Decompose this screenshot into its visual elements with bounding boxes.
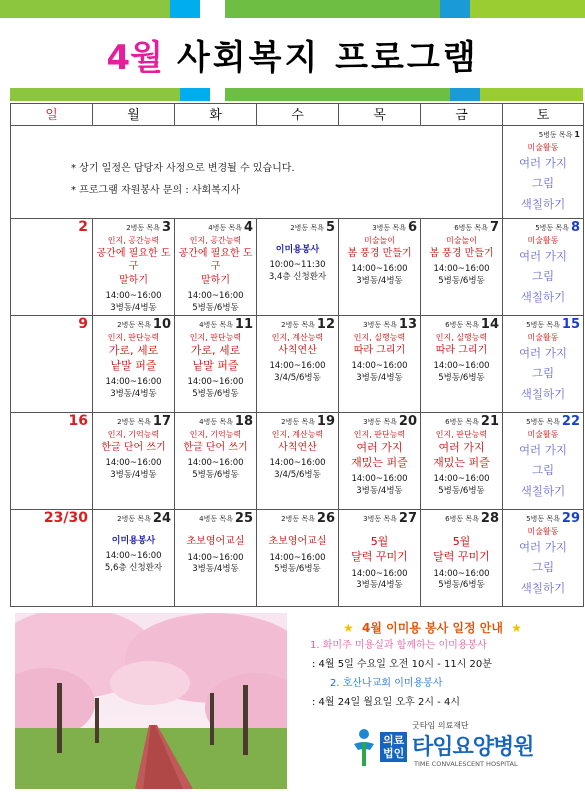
- program-title: 초보영어교실: [186, 536, 245, 547]
- sat-cell: [503, 126, 584, 219]
- day-cell-mon: [93, 219, 175, 316]
- day-header: 5병동 목욕 15: [526, 317, 580, 332]
- sat-program: 미술활동 여러 가지 그림 색칠하기: [518, 143, 568, 211]
- day-number: 23/30: [43, 510, 88, 526]
- day-cell-fri: [421, 413, 503, 510]
- program-title: 낱말 퍼즐: [110, 358, 157, 372]
- program-title: 봄 풍경 만들기: [429, 247, 494, 259]
- program-category: 인지, 판단능력: [107, 333, 160, 342]
- program-target: 5병동/6병동: [192, 302, 239, 313]
- sat-program: 미술활동 여러 가지 그림 색칠하기: [518, 430, 568, 498]
- program-info: [421, 333, 502, 384]
- program-target: 3병동/4병동: [110, 388, 157, 399]
- program-time: 14:00~16:00: [351, 474, 408, 485]
- calendar-table: [10, 103, 584, 607]
- program-title: 가로, 세로: [108, 343, 159, 357]
- title-month: 4월: [106, 38, 163, 78]
- day-header: 2병동 목욕 5: [290, 220, 335, 235]
- program-time: 14:00~16:00: [187, 377, 244, 388]
- volunteer-item2: 2. 호산나교회 이미용봉사: [330, 678, 443, 689]
- day-number: 28: [480, 511, 499, 526]
- notice-line: * 상기 일정은 담당자 사정으로 변경될 수 있습니다.: [71, 163, 295, 174]
- program-target: 3/4/5/6병동: [274, 372, 321, 383]
- day-number: 12: [316, 317, 335, 332]
- day-header: 4병동 목욕 25: [199, 511, 253, 526]
- program-time: 14:00~16:00: [351, 361, 408, 372]
- day-header: 3병동 목욕 27: [363, 511, 417, 526]
- page-title: [0, 27, 585, 82]
- star-icon: ★: [343, 621, 354, 635]
- program-title: 따라 그리기: [435, 344, 488, 356]
- program-info: [339, 333, 420, 384]
- logo-name: 타임요양병원: [412, 735, 534, 760]
- day-number: 17: [152, 414, 171, 429]
- program-title: 달력 꾸미기: [351, 549, 408, 563]
- day-number: 16: [68, 413, 88, 429]
- program-title: 여러 가지: [438, 440, 485, 454]
- program-info: [257, 430, 338, 481]
- program-info: [93, 236, 174, 314]
- program-title: 초보영어교실: [268, 536, 327, 547]
- week-row: [11, 219, 584, 316]
- sun-cell: [11, 219, 93, 316]
- week-row: [11, 316, 584, 413]
- day-number: 9: [78, 316, 88, 332]
- day-header: 2병동 목욕 10: [117, 317, 171, 332]
- program-category: 미술놀이: [364, 236, 395, 245]
- day-cell-fri: [421, 510, 503, 607]
- day-number: 22: [561, 414, 580, 429]
- hospital-logo: [350, 720, 580, 788]
- program-category: 인지, 계산능력: [271, 430, 324, 439]
- program-target: 5병동/6병동: [192, 469, 239, 480]
- program-title: 한글 단어 쓰기: [183, 441, 248, 453]
- program-target: 5,6층 신청환자: [104, 562, 163, 573]
- program-time: 14:00~16:00: [269, 458, 326, 469]
- volunteer-info: [290, 613, 575, 712]
- day-cell-fri: [421, 219, 503, 316]
- mid-stripe: [10, 88, 583, 101]
- program-info: [93, 430, 174, 481]
- program-title: 말하기: [201, 274, 230, 286]
- day-header: 3병동 목욕 13: [363, 317, 417, 332]
- program-title: 낱말 퍼즐: [192, 358, 239, 372]
- program-category: 인지, 기억능력: [107, 430, 160, 439]
- program-target: 3,4층 신청환자: [268, 271, 327, 282]
- program-time: 14:00~16:00: [187, 458, 244, 469]
- volunteer-label: 이미용봉사: [275, 245, 320, 255]
- program-target: 3병동/4병동: [356, 275, 403, 286]
- program-title: 공간에 필요한 도구: [96, 247, 171, 273]
- day-cell-fri: [421, 316, 503, 413]
- program-info: [175, 430, 256, 481]
- program-time: 14:00~16:00: [433, 264, 490, 275]
- program-target: 3병동/4병동: [356, 372, 403, 383]
- day-cell-wed: [257, 316, 339, 413]
- title-main: 사회복지 프로그램: [176, 38, 479, 78]
- day-cell-wed: [257, 413, 339, 510]
- program-category: 미술놀이: [446, 236, 477, 245]
- day-number: 13: [398, 317, 417, 332]
- volunteer-item1: 1. 화미주 미용실과 함께하는 이미용봉사: [310, 640, 487, 651]
- sun-cell: [11, 413, 93, 510]
- day-number: 4: [243, 220, 253, 235]
- week-row: [11, 510, 584, 607]
- program-target: 3병동/4병동: [356, 580, 403, 591]
- program-target: 3병동/4병동: [110, 469, 157, 480]
- sun-cell: [11, 510, 93, 607]
- day-header: 4병동 목욕 11: [199, 317, 253, 332]
- program-category: 인지, 판단능력: [435, 430, 488, 439]
- day-number: 14: [480, 317, 499, 332]
- program-time: 14:00~16:00: [105, 458, 162, 469]
- notice-line: * 프로그램 자원봉사 문의 : 사회복지사: [71, 185, 241, 196]
- day-number: 27: [398, 511, 417, 526]
- program-title: 사칙연산: [278, 441, 317, 453]
- program-target: 3/4/5/6병동: [274, 469, 321, 480]
- volunteer-label: 이미용봉사: [111, 536, 156, 546]
- day-number: 25: [234, 511, 253, 526]
- program-target: 5병동/6병동: [438, 275, 485, 286]
- day-number: 3: [161, 220, 171, 235]
- program-info: [93, 535, 174, 574]
- program-category: 인지, 공간능력: [107, 236, 160, 245]
- program-target: 5병동/6병동: [438, 580, 485, 591]
- day-cell-mon: [93, 413, 175, 510]
- day-header: 6병동 목욕 7: [454, 220, 499, 235]
- sat-cell: [503, 316, 584, 413]
- star-icon: ★: [511, 621, 522, 635]
- program-time: 14:00~16:00: [187, 291, 244, 302]
- program-info: [339, 535, 420, 592]
- logo-cross-icon: [350, 728, 378, 768]
- program-title: 말하기: [119, 274, 148, 286]
- week-row: [11, 413, 584, 510]
- day-number: 26: [316, 511, 335, 526]
- program-info: [257, 244, 338, 283]
- day-number: 6: [407, 220, 417, 235]
- day-number: 8: [570, 220, 580, 235]
- day-number: 24: [152, 511, 171, 526]
- day-header: 4병동 목욕 18: [199, 414, 253, 429]
- logo-english: TIME CONVALESCENT HOSPITAL: [414, 760, 518, 768]
- sat-cell: [503, 219, 584, 316]
- day-header: 3병동 목욕 6: [372, 220, 417, 235]
- day-header: 2병동 목욕 24: [117, 511, 171, 526]
- day-number: 29: [561, 511, 580, 526]
- weekday-sat: 토: [503, 104, 584, 126]
- program-target: 5병동/6병동: [192, 388, 239, 399]
- program-title: 사칙연산: [278, 344, 317, 356]
- program-category: 인지, 실행능력: [435, 333, 488, 342]
- program-info: [421, 535, 502, 592]
- program-category: 인지, 판단능력: [353, 430, 406, 439]
- program-time: 14:00~16:00: [187, 552, 244, 563]
- day-number: 20: [398, 414, 417, 429]
- program-time: 14:00~16:00: [105, 551, 162, 562]
- program-time: 14:00~16:00: [269, 552, 326, 563]
- program-info: [421, 236, 502, 287]
- day-number: 2: [78, 219, 88, 235]
- program-time: 14:00~16:00: [351, 568, 408, 579]
- weekday-sun: 일: [11, 104, 93, 126]
- day-header: 2병동 목욕 17: [117, 414, 171, 429]
- program-time: 14:00~16:00: [105, 377, 162, 388]
- weekday-header-row: [11, 104, 584, 126]
- weekday-tue: 화: [175, 104, 257, 126]
- day-number: 19: [316, 414, 335, 429]
- day-cell-wed: [257, 219, 339, 316]
- program-time: 14:00~16:00: [433, 474, 490, 485]
- day-number: 21: [480, 414, 499, 429]
- notice-cell: [11, 126, 503, 219]
- program-title: 5월: [370, 535, 389, 548]
- day-header: 5병동 목욕 1: [538, 130, 580, 139]
- program-title: 한글 단어 쓰기: [101, 441, 166, 453]
- volunteer-item2-detail: : 4월 24일 월요일 오후 2시 - 4시: [312, 697, 460, 708]
- notice-row: [11, 126, 584, 219]
- day-number: 7: [489, 220, 499, 235]
- day-number: 15: [561, 317, 580, 332]
- day-header: 3병동 목욕 20: [363, 414, 417, 429]
- program-info: [93, 333, 174, 400]
- day-header: 6병동 목욕 21: [445, 414, 499, 429]
- day-number: 10: [152, 317, 171, 332]
- program-info: [339, 430, 420, 497]
- program-category: 인지, 계산능력: [271, 333, 324, 342]
- volunteer-title: ★ 4월 이미용 봉사 일정 안내 ★: [343, 621, 522, 635]
- program-category: 인지, 기억능력: [189, 430, 242, 439]
- program-target: 3병동/4병동: [110, 302, 157, 313]
- program-time: 14:00~16:00: [351, 264, 408, 275]
- program-target: 5병동/6병동: [438, 485, 485, 496]
- logo-kind: 의료 법인: [380, 732, 407, 762]
- program-target: 5병동/6병동: [274, 563, 321, 574]
- logo-foundation: 굿타임 의료재단: [412, 721, 469, 730]
- weekday-mon: 월: [93, 104, 175, 126]
- sat-cell: [503, 510, 584, 607]
- sat-program: 미술활동 여러 가지 그림 색칠하기: [518, 527, 568, 595]
- sat-program: 미술활동 여러 가지 그림 색칠하기: [518, 333, 568, 401]
- program-title: 재밌는 퍼즐: [351, 455, 408, 469]
- day-header: 2병동 목욕 3: [126, 220, 171, 235]
- day-header: 5병동 목욕 22: [526, 414, 580, 429]
- program-category: 인지, 판단능력: [189, 333, 242, 342]
- day-number: 11: [234, 317, 253, 332]
- weekday-fri: 금: [421, 104, 503, 126]
- program-time: 14:00~16:00: [269, 361, 326, 372]
- day-header: 5병동 목욕 29: [526, 511, 580, 526]
- day-cell-thu: [339, 510, 421, 607]
- weekday-wed: 수: [257, 104, 339, 126]
- program-title: 달력 꾸미기: [433, 549, 490, 563]
- program-title: 따라 그리기: [353, 344, 406, 356]
- volunteer-item1-detail: : 4월 5일 수요일 오전 10시 - 11시 20분: [312, 659, 492, 670]
- day-cell-tue: [175, 219, 257, 316]
- day-cell-tue: [175, 510, 257, 607]
- sun-cell: [11, 316, 93, 413]
- program-info: [257, 535, 338, 575]
- notice-list: [71, 158, 295, 202]
- program-title: 가로, 세로: [190, 343, 241, 357]
- program-time: 10:00~11:30: [269, 260, 326, 271]
- day-header: 4병동 목욕 4: [208, 220, 253, 235]
- day-cell-mon: [93, 316, 175, 413]
- sat-cell: [503, 413, 584, 510]
- day-header: 6병동 목욕 14: [445, 317, 499, 332]
- day-cell-tue: [175, 413, 257, 510]
- day-cell-mon: [93, 510, 175, 607]
- weekday-thu: 목: [339, 104, 421, 126]
- day-number: 18: [234, 414, 253, 429]
- day-cell-wed: [257, 510, 339, 607]
- program-title: 여러 가지: [356, 440, 403, 454]
- program-title: 공간에 필요한 도구: [178, 247, 253, 273]
- sat-program: 미술활동 여러 가지 그림 색칠하기: [518, 236, 568, 304]
- cherry-blossom-photo: [15, 613, 287, 789]
- program-title: 봄 풍경 만들기: [347, 247, 412, 259]
- program-info: [175, 333, 256, 400]
- day-header: 5병동 목욕 8: [535, 220, 580, 235]
- program-info: [175, 236, 256, 314]
- program-target: 3병동/4병동: [356, 485, 403, 496]
- top-stripe: [0, 0, 585, 18]
- day-header: 6병동 목욕 28: [445, 511, 499, 526]
- program-time: 14:00~16:00: [105, 291, 162, 302]
- day-header: 2병동 목욕 26: [281, 511, 335, 526]
- program-category: 인지, 공간능력: [189, 236, 242, 245]
- day-cell-thu: [339, 413, 421, 510]
- day-number: 5: [325, 220, 335, 235]
- program-time: 14:00~16:00: [433, 568, 490, 579]
- day-cell-thu: [339, 316, 421, 413]
- program-category: 인지, 실행능력: [353, 333, 406, 342]
- program-time: 14:00~16:00: [433, 361, 490, 372]
- day-header: 2병동 목욕 19: [281, 414, 335, 429]
- program-title: 재밌는 퍼즐: [433, 455, 490, 469]
- day-header: 2병동 목욕 12: [281, 317, 335, 332]
- program-info: [421, 430, 502, 497]
- program-target: 5병동/6병동: [438, 372, 485, 383]
- program-title: 5월: [452, 535, 471, 548]
- program-info: [175, 535, 256, 575]
- program-info: [257, 333, 338, 384]
- program-info: [339, 236, 420, 287]
- day-cell-thu: [339, 219, 421, 316]
- day-cell-tue: [175, 316, 257, 413]
- program-target: 3병동/4병동: [192, 563, 239, 574]
